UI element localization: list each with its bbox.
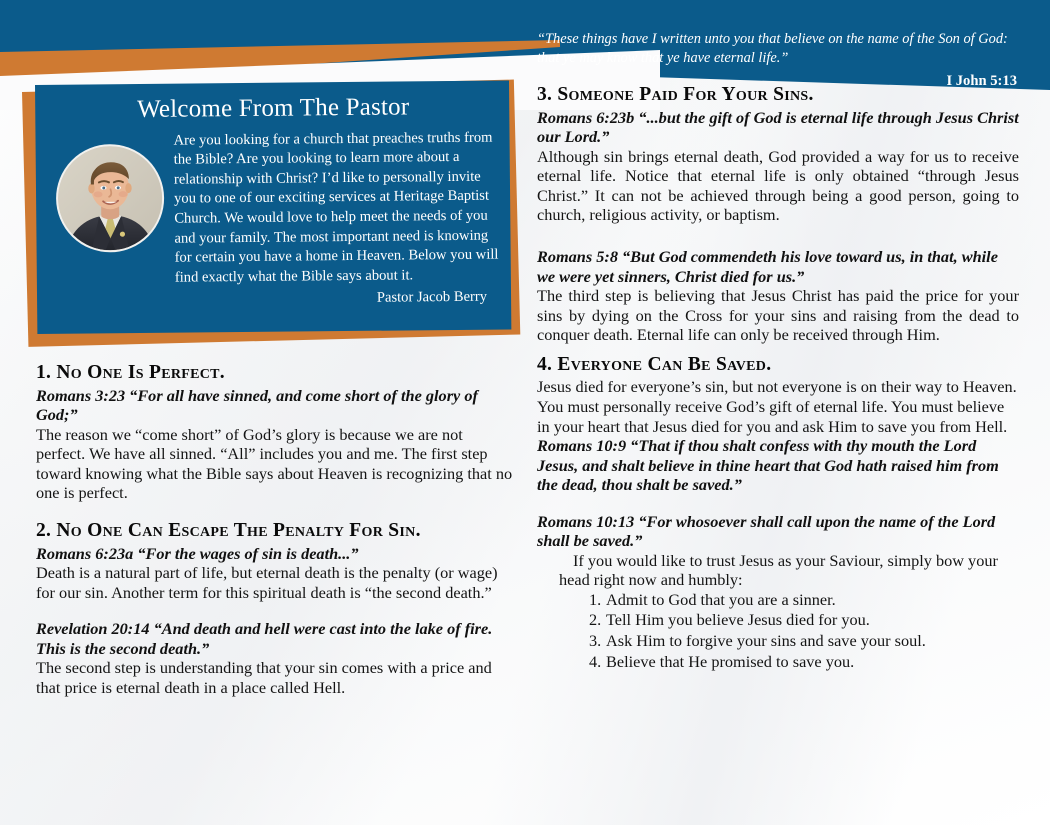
list-item	[589, 652, 1019, 673]
section-4-invitation: If you would like to trust Jesus as your Saviour, simply bow your head right now and humbly:	[559, 550, 998, 590]
step-text: Admit to God that you are a sinner.	[606, 589, 836, 609]
list-item	[589, 610, 1019, 631]
section-1-verse: Romans 3:23 “For all have sinned, and come short of the glory of God;”	[36, 385, 478, 425]
list-item	[589, 590, 1019, 611]
pastor-portrait-photo	[56, 143, 165, 252]
section-2-verse: Romans 6:23a “For the wages of sin is death...”	[36, 543, 359, 563]
step-number: 4.	[589, 651, 602, 671]
pastor-card-signature: Pastor Jacob Berry	[376, 288, 488, 306]
step-text: Ask Him to forgive your sins and save your soul.	[606, 631, 926, 650]
step-number: 1.	[589, 589, 602, 609]
section-2-heading: 2. No One Can Escape The Penalty For Sin.	[36, 520, 421, 542]
spacer	[537, 225, 1019, 247]
right-column	[537, 84, 1019, 672]
list-item	[589, 631, 1019, 652]
section-3-verse: Romans 6:23b “...but the gift of God is eternal life through Jesus Christ our Lord.”	[537, 107, 1019, 147]
spacer	[36, 503, 514, 520]
spacer	[537, 495, 1019, 512]
section-2-verse-2: Revelation 20:14 “And death and hell were cast into the lake of fire. This is the second death.”	[36, 619, 493, 658]
section-4-body: Jesus died for everyone’s sin, but not everyone is on their way to Heaven. You must personally receive God’s gift of eternal life. You must believe in your heart that Jesus died for you and ask Him to save you from Hell.	[537, 377, 1017, 436]
section-2-body-2: The second step is understanding that your sin comes with a price and that price is eternal death in a place called Hell.	[36, 658, 492, 697]
left-column	[36, 362, 514, 698]
section-4-verse-2: Romans 10:13 “For whosoever shall call upon the name of the Lord shall be saved.”	[537, 511, 996, 551]
section-4-verse: Romans 10:9 “That if thou shalt confess with thy mouth the Lord Jesus, and shalt believe in thine heart that God hath raised him from the dead, thou shalt be saved.”	[537, 436, 999, 495]
header-verse-reference: I John 5:13	[946, 73, 1017, 90]
section-1-body: The reason we “come short” of God’s glory is because we are not perfect. We have all sinned. “All” includes you and me. The first step toward knowing what the Bible says about Heaven is recognizing that no one is perfect.	[36, 424, 513, 503]
section-3-verse-2: Romans 5:8 “But God commendeth his love toward us, in that, while we were yet sinners, Christ died for us.”	[537, 247, 998, 286]
section-1-heading: 1. No One Is Perfect.	[36, 362, 225, 383]
step-text: Tell Him you believe Jesus died for you.	[606, 610, 870, 630]
salvation-steps-list	[589, 590, 1019, 672]
header-verse-banner	[537, 30, 1017, 90]
step-text: Believe that He promised to save you.	[606, 651, 855, 671]
step-number: 2.	[589, 610, 602, 630]
spacer	[36, 602, 514, 619]
section-2-body: Death is a natural part of life, but eternal death is the penalty (or wage) for our sin. Another term for this spiritual death is “the second death.”	[36, 563, 498, 602]
spacer	[537, 345, 1019, 354]
pastor-card-title: Welcome From The Pastor	[137, 93, 410, 124]
section-3-body-2: The third step is believing that Jesus Christ has paid the price for your sins by dying on the Cross for your sins and raising from the dead to conquer death. Eternal life can only be received through Him.	[537, 285, 1019, 345]
step-number: 3.	[589, 631, 602, 650]
pastor-welcome-card	[35, 80, 511, 334]
header-verse-text: “These things have I written unto you that believe on the name of the Son of God: that ye may know that ye have eternal life.”	[537, 31, 1008, 67]
pastor-card-body: Are you looking for a church that preaches truths from the Bible? Are you looking to learn more about a relationship with Christ? I’d like to personally invite you to one of our exciting services at Heritage Baptist Church. We would love to help meet the needs of you and your family. The most important need is knowing for certain you have a home in Heaven. Below you will find exactly what the Bible says about it.	[173, 129, 499, 286]
section-3-heading: 3. Someone Paid For Your Sins.	[537, 84, 814, 105]
section-4-heading: 4. Everyone Can Be Saved.	[537, 353, 772, 375]
section-3-body: Although sin brings eternal death, God provided a way for us to receive eternal life. Notice that eternal life is only obtained “through Jesus Christ.” It can not be achieved through being a good person, going to church, religious activity, or baptism.	[537, 146, 1019, 225]
